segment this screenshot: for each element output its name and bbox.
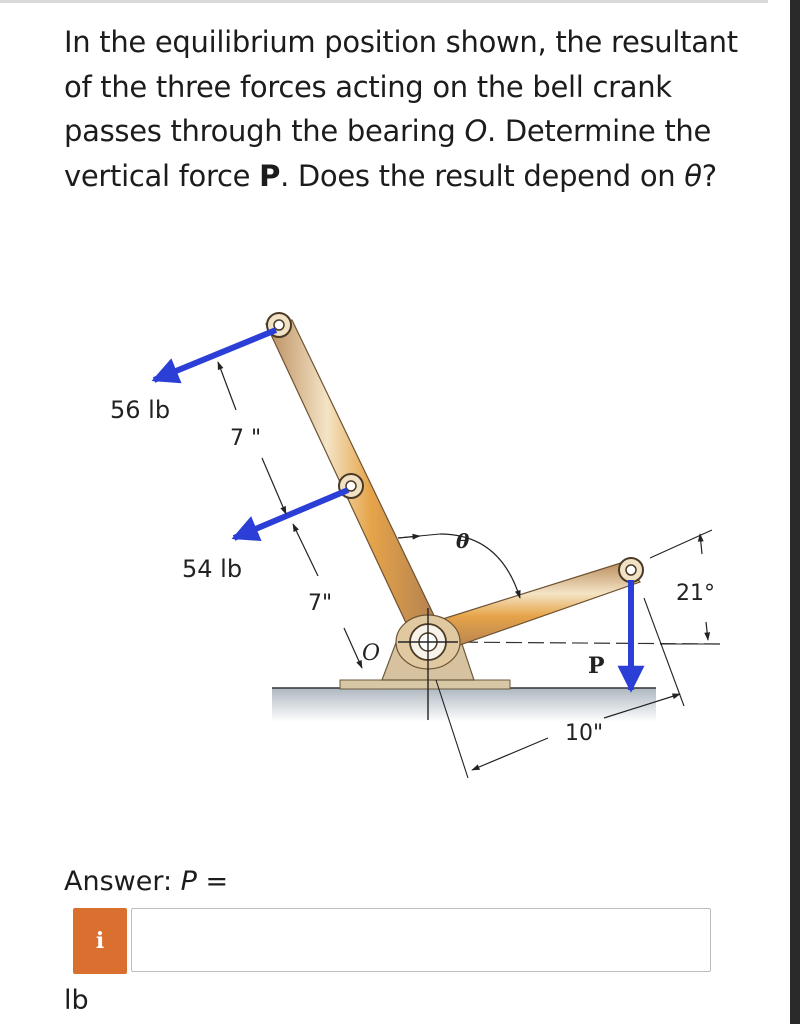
bell-crank-figure [0, 280, 790, 800]
unit-label: lb [64, 985, 89, 1016]
ground-base [272, 688, 656, 722]
angle-symbol: θ [684, 158, 702, 193]
answer-label: Answer: P = [64, 866, 229, 897]
info-button[interactable] [73, 908, 127, 974]
top-divider [0, 0, 768, 3]
answer-input[interactable] [131, 908, 711, 972]
bearing-symbol: O [464, 114, 487, 148]
force-label-54: 54 lb [182, 555, 243, 583]
force-symbol: P [259, 158, 281, 193]
dim-label-upper: 7 " [230, 426, 262, 451]
force-label-56: 56 lb [110, 396, 171, 424]
force-arrow-54 [234, 490, 348, 538]
dim-label-horizontal: 10" [565, 721, 604, 746]
pin-right [619, 558, 643, 582]
info-icon: i [95, 928, 105, 954]
force-arrow-56 [154, 330, 276, 380]
scrollbar[interactable] [790, 0, 800, 1024]
p-label: P [588, 653, 605, 679]
theta-label: θ [456, 529, 470, 553]
dim-label-lower: 7" [308, 591, 333, 616]
angle-label-21: 21° [676, 581, 715, 606]
bearing-o-label: O [362, 641, 381, 666]
base-plate [340, 680, 510, 689]
question-text: In the equilibrium position shown, the resultant of the three forces acting on the bell crank passes through the bearing O. Determine the vertical force P. Does the result depend on θ? [64, 25, 738, 193]
